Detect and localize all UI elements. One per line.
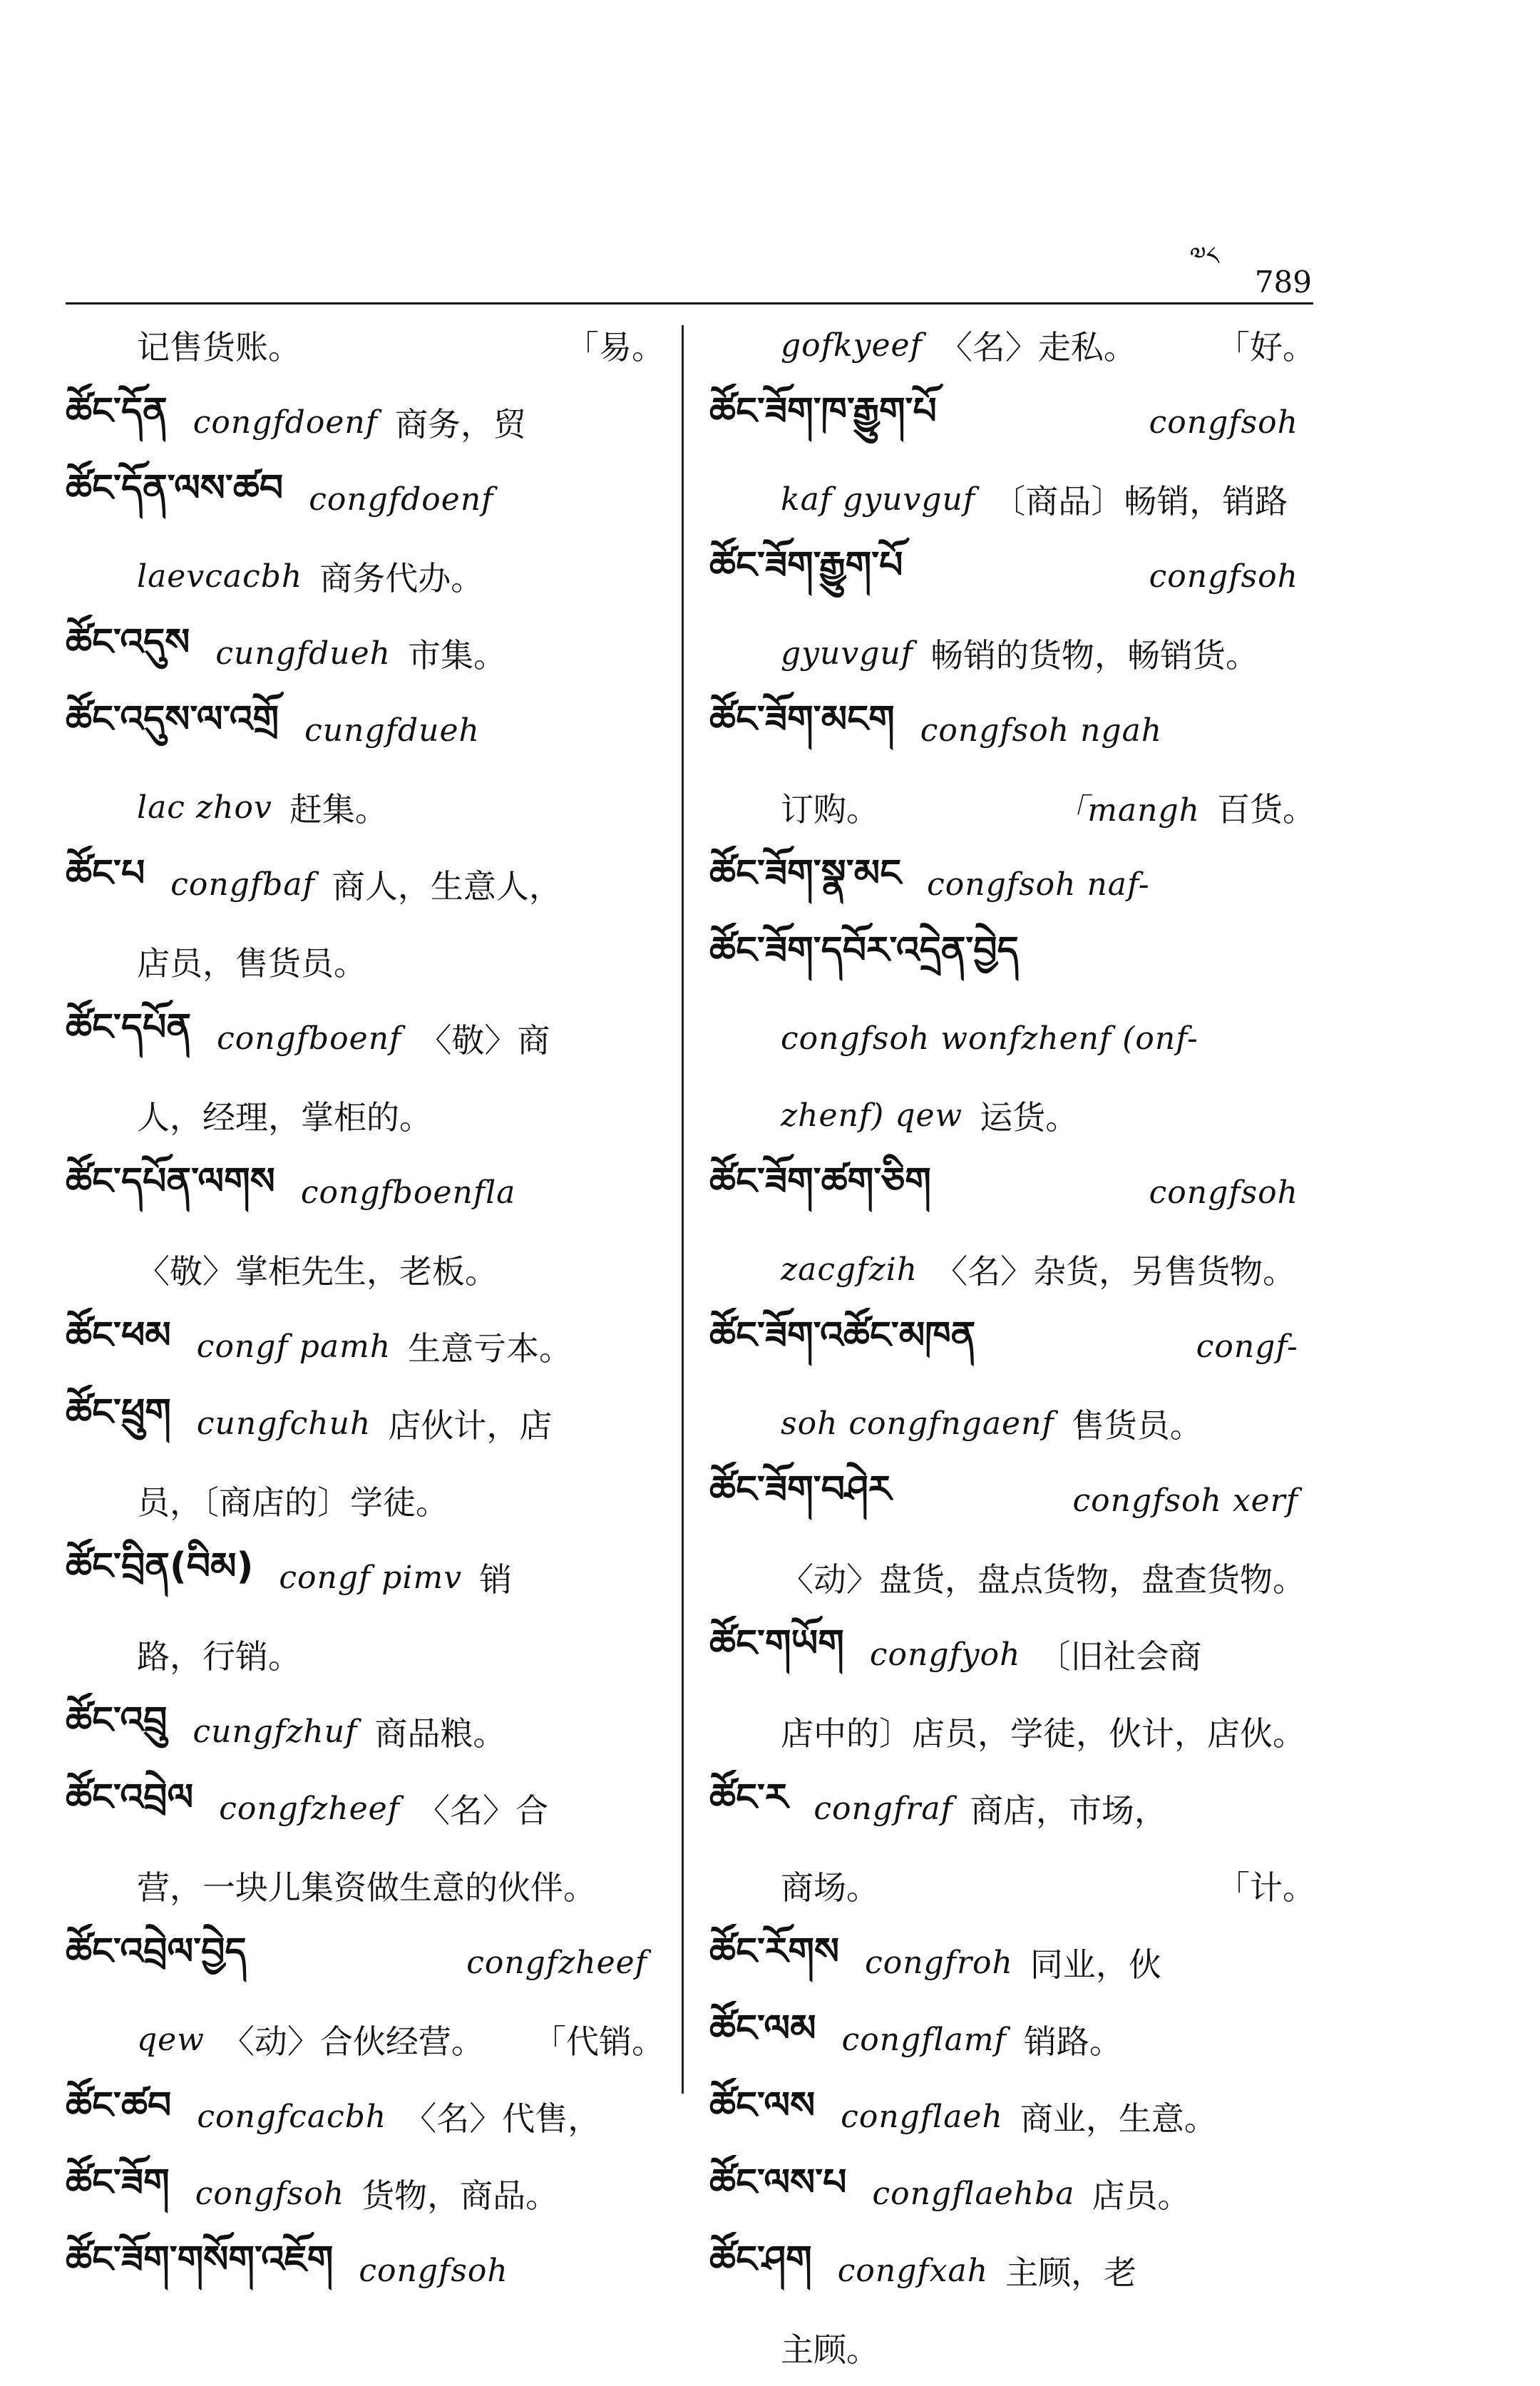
entry-line: gyuvguf 畅销的货物，畅销货。 [781,635,1259,675]
entry-line: ཚོང་ཕམ congf pamh 生意亏本。 [66,1314,573,1368]
entry-line: lac zhov 赶集。 [137,789,388,829]
page-number: 789 [1254,265,1312,299]
entry-line: ཚོང་བྲིན(བིམ) congf pimv 销 [66,1545,513,1599]
entry-line: 店员，售货员。 [137,944,366,983]
entry-line: ཚོང་འདུས་ལ་འགྲོ cungfdueh [66,698,480,749]
entry-line: ཚོང་འབྲེལ་བྱེད congfzheef [66,1930,647,1981]
entry-line: ཚོང་དཔོན་ལགས congfboenfla [66,1160,516,1211]
entry-line: ཚོང་ཟོག་སྣ་མང congfsoh naf- [709,852,1150,903]
entry-line: ཚོང་དོན་ལས་ཚབ congfdoenf [66,467,494,518]
entry-line: ཚོང་ཤག congfxah 主顾，老 [709,2238,1137,2292]
entry-line: ཚོང་ར congfraf 商店，市场， [709,1776,1167,1830]
entry-line: ཚོང་ཟོག་ཁ་རྒྱུག་པོ congfsoh [709,390,1298,441]
entry-line: ཚོང་ལམ congflamf 销路。 [709,2007,1122,2061]
running-head [1098,242,1312,299]
entry-line: soh congfngaenf 售货员。 [781,1405,1203,1445]
entry-line: ཚོང་ཟོག་འཚོང་མཁན congf- [709,1314,1298,1365]
header-rule [66,302,1313,304]
entry-line: 路，行销。 [137,1637,301,1676]
entry-line: ཚོང་ཟོག་གསོག་འཇོག congfsoh [66,2238,508,2289]
entry-line: ཚོང་གཡོག congfyoh 〔旧社会商 [709,1622,1202,1676]
entry-line: ཚོང་འབྲེལ congfzheef 〈名〉合 [66,1776,549,1830]
entry-line: 主顾。 [781,2330,879,2369]
right-column [709,307,1315,2386]
entry-line: congfsoh wonfzhenf (onf- [781,1020,1198,1057]
entry-line: laevcacbh 商务代办。 [137,558,484,598]
entry-line: ཚོང་ཟོག་རྒྱུག་པོ congfsoh [709,544,1298,595]
entry-line: 店中的〕店员，学徒，伙计，店伙。 [781,1714,1305,1753]
entry-line: 营，一块儿集资做生意的伙伴。 [137,1868,596,1907]
entry-line: zacgfzih 〈名〉杂货，另售货物。 [781,1251,1296,1291]
entry-line: ཚོང་ཟོག་བཤེར congfsoh xerf [709,1468,1298,1519]
entry-line: zhenf) qew 运货。 [781,1097,1079,1137]
entry-line: 订购。 「mangh 百货。 [781,790,1315,829]
entry-line: ཚོང་ཕྲུག cungfchuh 店伙计，店 [66,1391,553,1445]
entry-line: 员，〔商店的〕学徒。 [137,1483,448,1522]
entry-line: ཚོང་ལས་པ congflaehba 店员。 [709,2161,1191,2215]
entry-line: ཚོང་པ congfbaf 商人，生意人， [66,852,562,906]
entry-line: ཚོང་དཔོན congfboenf 〈敬〉商 [66,1006,550,1060]
entry-line: 商场。 「计。 [781,1868,1315,1907]
entry-line: ཚོང་ཟོག་ཚག་ཅིག congfsoh [709,1160,1298,1211]
entry-line: ཚོང་འདུས cungfdueh 市集。 [66,621,507,675]
entry-line: ཚོང་ཟོག་དབོར་འདྲེན་བྱེད [709,929,1019,972]
entry-line: ཚོང་ཟོག་མངག congfsoh ngah [709,698,1163,749]
entry-line: gofkyeef 〈名〉走私。 「好。 [781,327,1315,367]
column-divider [682,325,684,2094]
entry-line: 人，经理，掌柜的。 [137,1098,432,1137]
entry-line: ཚོང་ལས congflaeh 商业，生意。 [709,2084,1217,2138]
entry-line: kaf gyuvguf 〔商品〕畅销，销路 [781,481,1288,521]
entry-line: 记售货账。 「易。 [137,328,664,367]
entry-line: ཚོང་དོན congfdoenf 商务，贸 [66,390,526,444]
left-column [66,307,664,2309]
entry-line: 〈敬〉掌柜先生，老板。 [137,1252,498,1291]
entry-line: 〈动〉盘货，盘点货物，盘查货物。 [781,1560,1305,1599]
entry-line: ཚོང་རོགས congfroh 同业，伙 [709,1930,1161,1984]
entry-line: ཚོང་ཚབ congfcacbh 〈名〉代售， [66,2084,601,2138]
entry-line: qew 〈动〉合伙经营。 「代销。 [137,2021,664,2061]
entry-line: ཚོང་འབྲུ cungfzhuf 商品粮。 [66,1699,506,1753]
folio-tibetan: ༧༨ [1189,242,1219,271]
entry-line: ཚོང་ཟོག congfsoh 货物，商品。 [66,2161,559,2215]
